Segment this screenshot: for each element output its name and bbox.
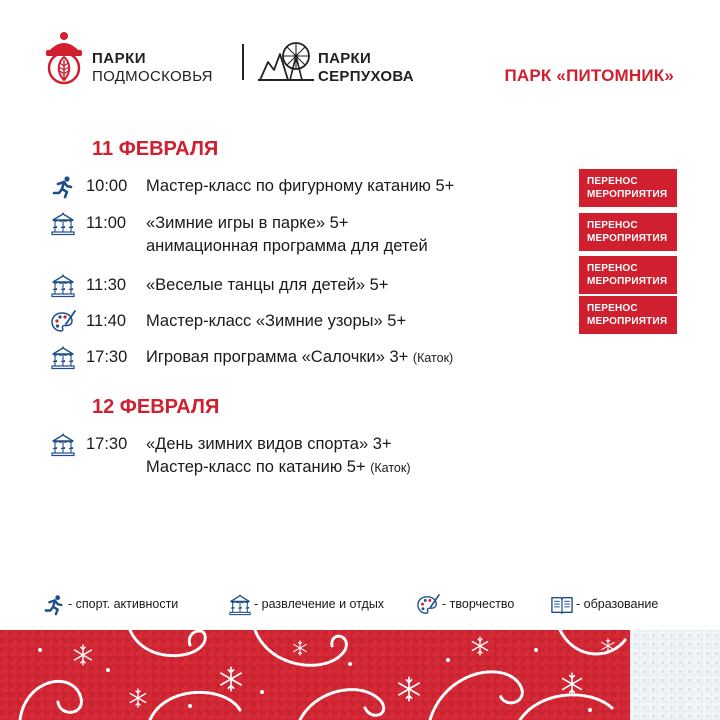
header [0,0,720,120]
badge-line2: МЕРОПРИЯТИЯ [587,276,668,287]
badge-line1: ПЕРЕНОС [587,176,638,187]
event-postponed-badge [579,213,677,251]
logo2-line2: СЕРПУХОВА [318,68,414,85]
event-text-main: Игровая программа «Салочки» 3+ [146,348,409,366]
parks-moscow-region-logo [40,30,88,86]
logo2-text [318,50,414,86]
parks-serpukhov-logo [258,40,314,84]
badge-line2: МЕРОПРИЯТИЯ [587,316,668,327]
event-text-line2: Мастер-класс по катанию 5+ [146,458,366,476]
event-postponed-badge [579,256,677,294]
logo1-line1: ПАРКИ [92,50,147,67]
carousel-icon [50,212,76,236]
carousel-icon [228,594,252,616]
badge-line1: ПЕРЕНОС [587,303,638,314]
event-time: 11:00 [86,214,127,232]
event-text: Мастер-класс по фигурному катанию 5+ [146,177,455,195]
palette-icon [50,310,76,334]
event-postponed-badge [579,296,677,334]
carousel-icon [50,274,76,298]
event-text [146,212,428,258]
event-text [146,433,411,480]
event-text: «Веселые танцы для детей» 5+ [146,276,389,294]
event-time: 10:00 [86,177,128,195]
event-time: 17:30 [86,435,128,453]
carousel-icon [50,346,76,370]
event-time: 17:30 [86,348,128,366]
legend-label: - образование [576,597,659,611]
badge-line1: ПЕРЕНОС [587,220,638,231]
event-time: 11:40 [86,312,127,330]
badge-line2: МЕРОПРИЯТИЯ [587,189,668,200]
runner-icon [50,175,76,199]
logo1-line2: ПОДМОСКОВЬЯ [92,68,213,85]
park-name: ПАРК «ПИТОМНИК» [504,66,674,85]
event-text-line2: анимационная программа для детей [146,237,428,255]
event-location-note: (Каток) [412,351,454,365]
legend-label: - творчество [442,597,515,611]
event-text [146,346,453,370]
day-title-2: 12 ФЕВРАЛЯ [92,396,220,418]
event-text: Мастер-класс «Зимние узоры» 5+ [146,312,407,330]
event-time: 11:30 [86,276,127,294]
event-text-line1: «Зимние игры в парке» 5+ [146,214,349,232]
event-postponed-badge [579,169,677,207]
badge-line1: ПЕРЕНОС [587,263,638,274]
logo1-text [92,50,213,86]
event-text-line1: «День зимних видов спорта» 3+ [146,435,392,453]
logo-divider [242,44,244,80]
book-icon [550,594,574,616]
badge-line2: МЕРОПРИЯТИЯ [587,233,668,244]
day-title-1: 11 ФЕВРАЛЯ [92,138,219,160]
legend-label: - развлечение и отдых [254,597,385,611]
winter-pattern-footer [0,630,720,720]
legend-label: - спорт. активности [68,597,179,611]
legend [0,594,720,616]
logo2-line1: ПАРКИ [318,50,372,67]
runner-icon [42,594,66,616]
event-location-note: (Каток) [370,461,411,475]
carousel-icon [50,433,76,457]
palette-icon [416,594,440,616]
